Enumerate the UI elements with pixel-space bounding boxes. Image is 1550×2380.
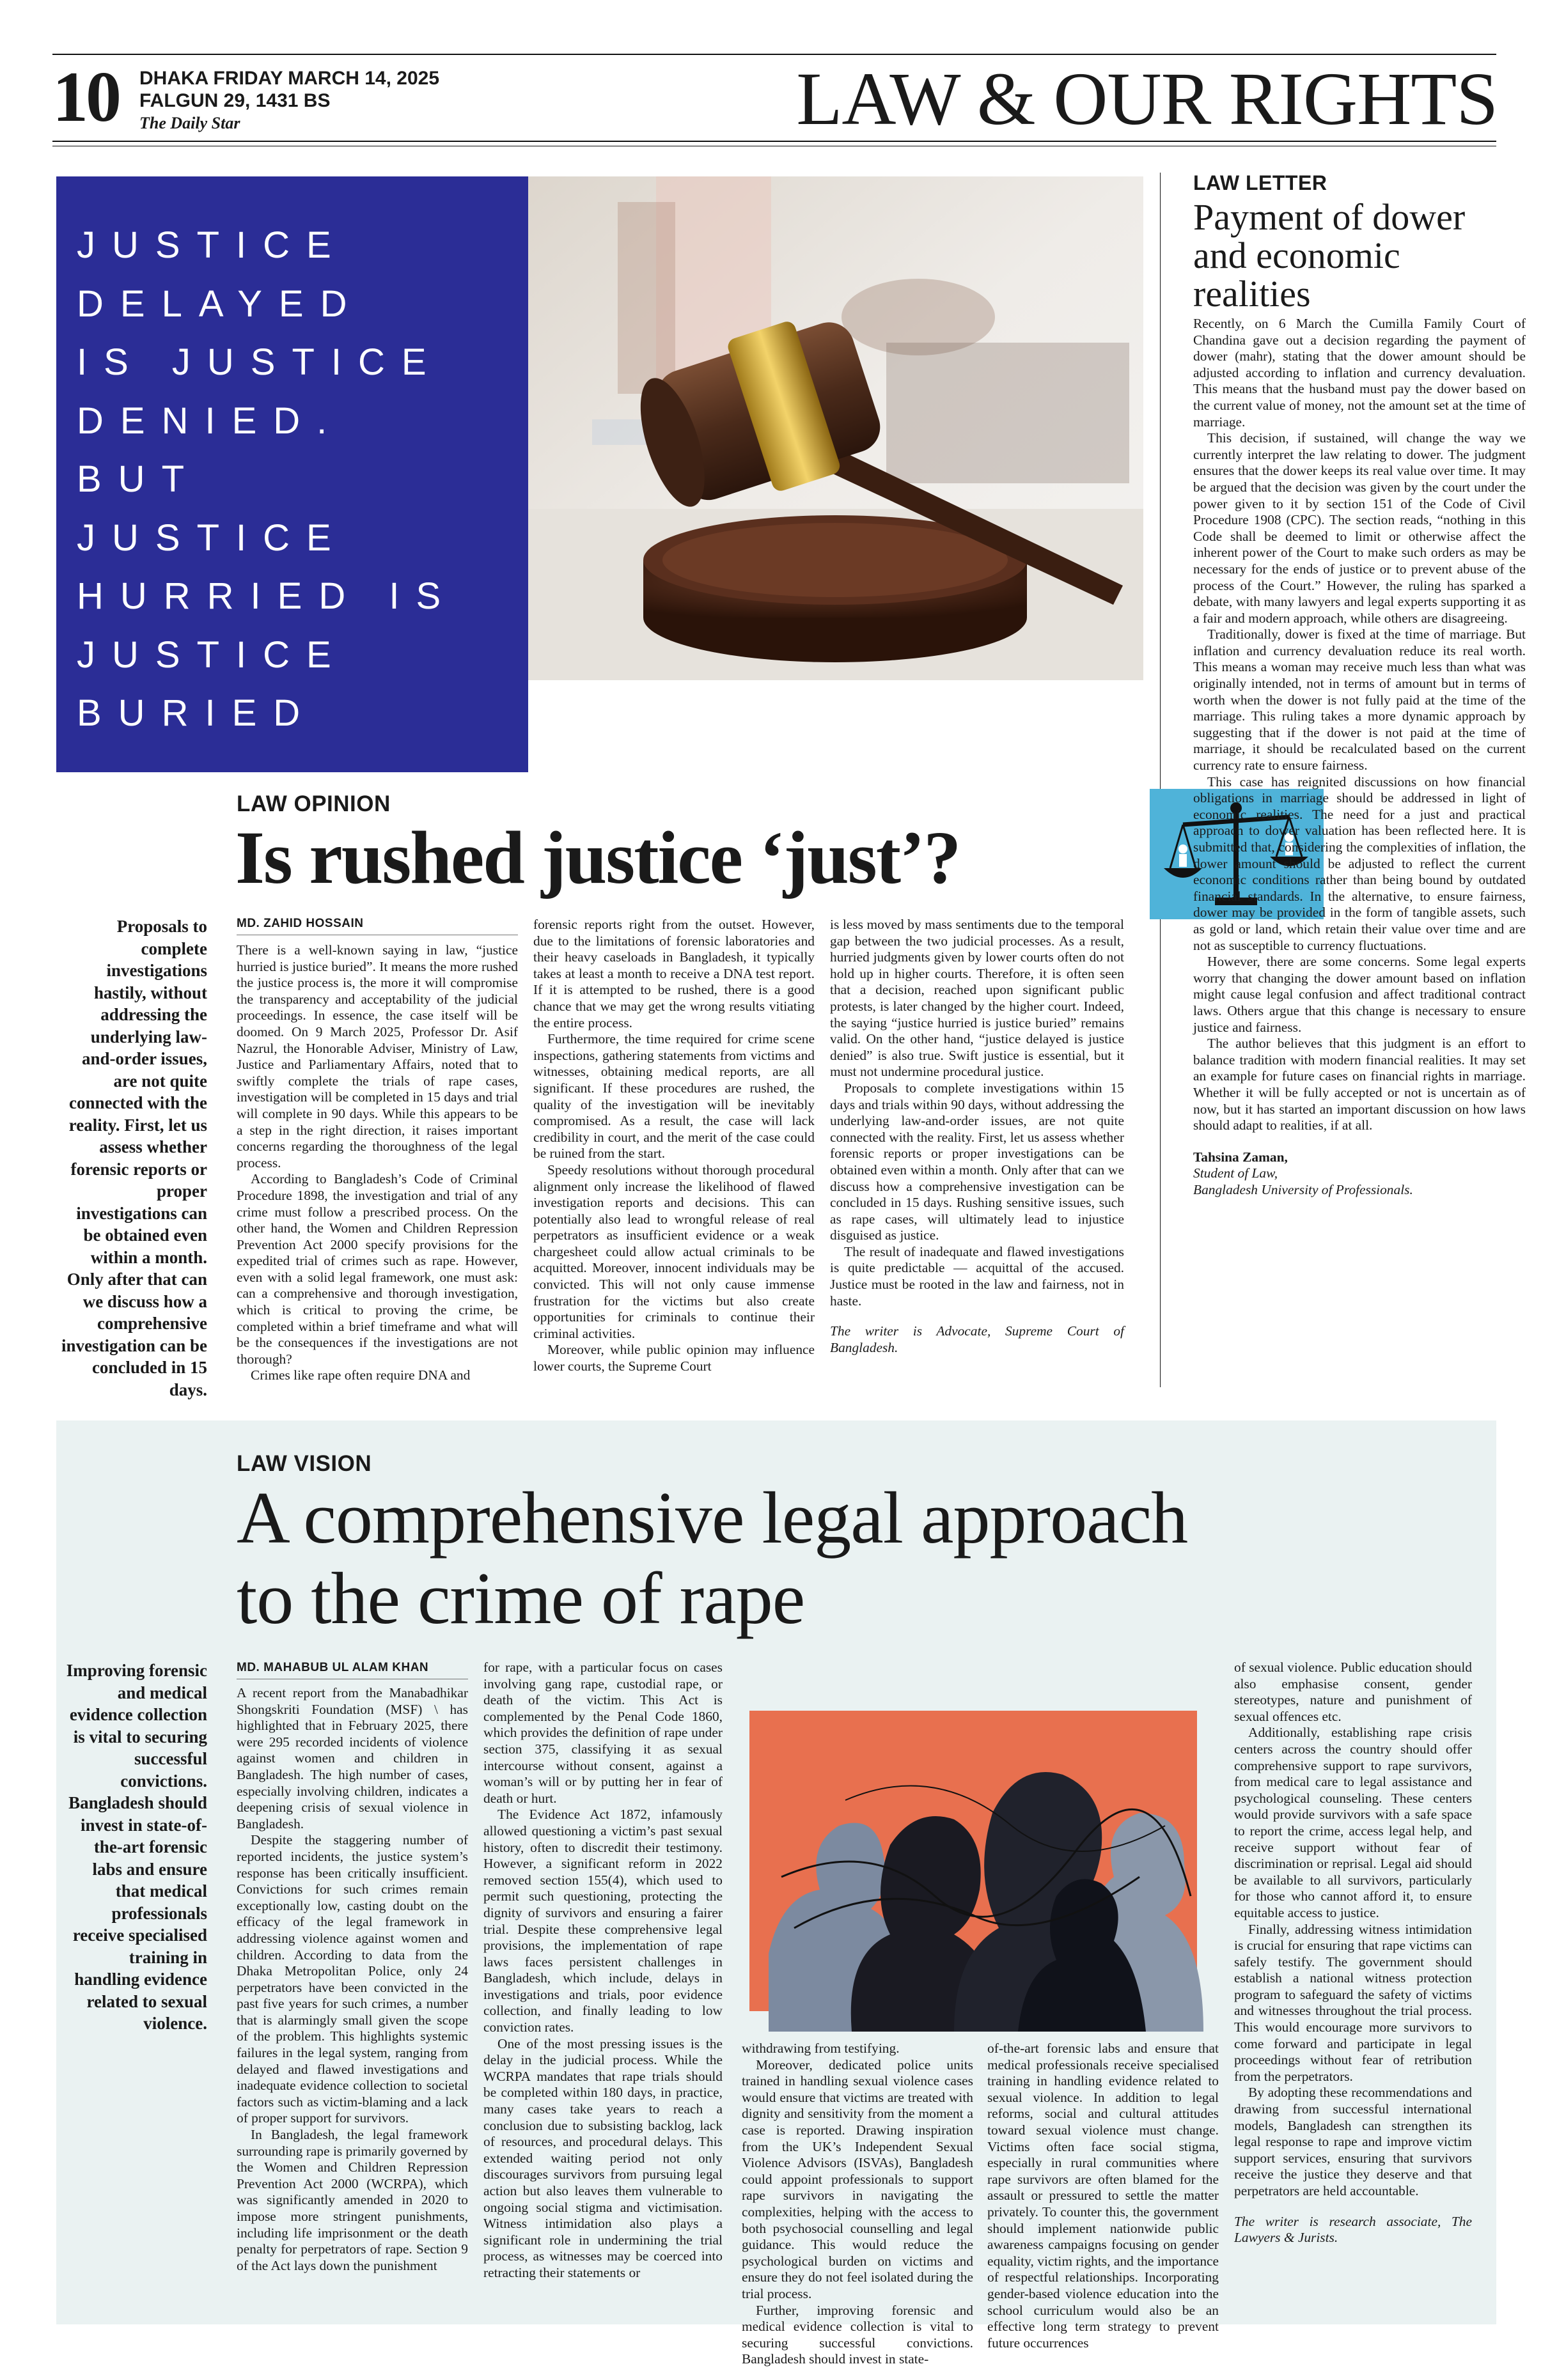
paragraph: This case has reignited discussions on how financial obligations in marriage should be addressed in light of economic realities. The need for a just and practical approach to dower valuation has been reflected here. It is submitted that, considering the complexities of inflation, the dower amount should be adjusted to reflect the current economic conditions rather than being bound by outdated financial standards. In the alternative, to ensure fairness, dower may be provided in the form of tangible assets, such as gold or land, which retain their value over time and are not as susceptible to currency fluctuations. xyxy=(1193,774,1526,953)
author-note: The writer is Advocate, Supreme Court of Bangladesh. xyxy=(830,1323,1124,1355)
paragraph: Further, improving forensic and medical evidence collection is vital to securing successful convictions. Bangladesh should invest in state- xyxy=(742,2302,973,2367)
paragraph: According to Bangladesh’s Code of Criminal Procedure 1898, the investigation and trial of any crime must follow a prescribed process. On the other hand, the Women and Children Repression Prevention Act 2000 specify provisions for the expedited trial of crimes such as rape. However, even with a solid legal framework, one must ask: can a comprehensive and thorough investigation, which is critical to proving the crime, be completed within a brief timeframe and what will be the consequences if the investigations are not thorough? xyxy=(237,1171,518,1367)
opinion-kicker: LAW OPINION xyxy=(237,791,391,816)
vision-kicker: LAW VISION xyxy=(237,1451,372,1476)
paragraph: Recently, on 6 March the Cumilla Family Court of Chandina gave out a decision regarding the payment of dower (mahr), stating that the dower amount should be adjusted according to inflation and currency devaluation. This means that the husband must pay the dower based on the current value of money, not the amount set at the time of marriage. xyxy=(1193,316,1526,430)
paragraph: forensic reports right from the outset. However, due to the limitations of forensic laboratories and their heavy caseloads in Bangladesh, it typically takes at least a month to receive a DNA test report. If it is attempted to be rushed, there is a good chance that we may get the wrong results vitiating the entire process. xyxy=(533,917,815,1031)
paragraph: By adopting these recommendations and drawing from successful international models, Bangladesh can strengthen its legal response to rape and improve victim support services, ensuring that survivors receive the justice they deserve and that perpetrators are held accountable. xyxy=(1234,2085,1472,2198)
paragraph: of sexual violence. Public education should also emphasise consent, gender stereotypes, nature and punishment of sexual offences etc. xyxy=(1234,1660,1472,1724)
vision-column-2 xyxy=(483,1660,723,2282)
paragraph: One of the most pressing issues is the delay in the judicial process. While the WCRPA mandates that rape trials should be completed within 180 days, in practice, many cases take years to reach a conclusion due to subsisting backlog, lack of resources, and procedural delays. This extended waiting period not only discourages survivors from pursuing legal action but also leaves them vulnerable to ongoing social stigma and victimisation. Witness intimidation also plays a significant role in undermining the trial process, as witnesses may be coerced into retracting their statements or xyxy=(483,2035,723,2280)
paragraph: Moreover, while public opinion may influence lower courts, the Supreme Court xyxy=(533,1342,815,1374)
date-gregorian: DHAKA FRIDAY MARCH 14, 2025 xyxy=(139,68,440,89)
paragraph: Moreover, dedicated police units trained in handling sexual violence cases would ensure that victims are treated with dignity and sensitivity from the moment a case is reported. Drawing inspiration from the UK’s Independent Sexual Violence Advisors (ISVAs), Bangladesh could appoint professionals to support rape survivors in navigating the complexities, helping with the access to both psychosocial counselling and legal guidance. This would reduce the psychological burden on victims and ensure they do not feel isolated during the trial process. xyxy=(742,2057,973,2301)
author-note: The writer is research associate, The Lawyers & Jurists. xyxy=(1234,2213,1472,2246)
paragraph: withdrawing from testifying. xyxy=(742,2041,900,2056)
date-bangla: FALGUN 29, 1431 BS xyxy=(139,89,331,111)
date-line xyxy=(139,68,439,112)
header-rule xyxy=(52,141,1496,142)
paragraph: Speedy resolutions without thorough procedural alignment only increase the likelihood of flawed investigation reports and decisions. This can potentially also lead to wrongful release of real perpetrators as insufficient evidence or a weak chargesheet could allow actual criminals to be acquitted. Moreover, innocent individuals may be convicted. This will not only cause immense frustration for the victims but also create opportunities for criminals to continue their criminal activities. xyxy=(533,1162,815,1341)
vision-column-1 xyxy=(237,1685,468,2274)
page-number: 10 xyxy=(52,58,119,137)
vision-headline xyxy=(237,1478,1187,1639)
letter-kicker: LAW LETTER xyxy=(1193,171,1327,194)
top-rule xyxy=(52,54,1496,55)
vision-column-4 xyxy=(987,2041,1219,2351)
paragraph: Crimes like rape often require DNA and xyxy=(251,1367,471,1383)
paragraph: for rape, with a particular focus on cases involving gang rape, custodial rape, or death of the victim. This Act is complemented by the Penal Code 1860, which provides the definition of rape under section 375, classifying it as sexual intercourse without consent, against a woman’s will or by putting her in fear of death or hurt. xyxy=(483,1660,723,1806)
vision-pull-quote: Improving forensic and medical evidence collection is vital to securing successful convictions. Bangladesh should invest in state-of-the-art forensic labs and ensure that medical professionals receive specialised training in handling evidence related to sexual violence. xyxy=(66,1661,207,2033)
masthead-logo: The Daily Star xyxy=(139,114,240,132)
silhouettes-illustration xyxy=(743,1685,1216,2032)
quote-text: JUSTICE DELAYED IS JUSTICE DENIED. BUT JUSTICE HURRIED IS JUSTICE BURIED xyxy=(77,224,458,734)
paragraph: This decision, if sustained, will change the way we currently interpret the law relating to dower. The judgment ensures that the dower keeps its real value over time. It may be argued that the decision was given by the court under the power given to it by section 151 of the Code of Civil Procedure 1908 (CPC). The section reads, “nothing in this Code shall be deemed to limit or otherwise affect the inherent power of the Court to make such orders as may be necessary for the ends of justice or to prevent abuse of the process of the Court.” However, the ruling has sparked a debate, with many lawyers and legal experts supporting it as a fair and modern approach, while others are disagreeing. xyxy=(1193,430,1526,626)
letter-signature-institution: Bangladesh University of Professionals. xyxy=(1193,1181,1413,1197)
paragraph: Furthermore, the time required for crime scene inspections, gathering statements from victims and witnesses, obtaining medical reports, are all significant. If these procedures are rushed, the quality of the investigation will be inevitably compromised. As a result, the case will lack credibility in court, and the merit of the case could be ruined from the start. xyxy=(533,1031,815,1162)
opinion-column-3 xyxy=(830,917,1124,1356)
vision-headline-line-2: to the crime of rape xyxy=(237,1558,805,1640)
paragraph: The result of inadequate and flawed investigations is quite predictable — acquittal of the accused. Justice must be rooted in the law and fairness, not in haste. xyxy=(830,1243,1124,1309)
paragraph: The Evidence Act 1872, infamously allowed questioning a victim’s past sexual history, often to discredit their testimony. However, a significant reform in 2022 removed section 155(4), which used to permit such questioning, protecting the dignity of survivors and ensuring a fairer trial. Despite these comprehensive legal provisions, the implementation of rape laws faces persistent challenges in Bangladesh, which include, delays in investigations and trials, poor evidence collection, and finally leading to low conviction rates. xyxy=(483,1807,723,2035)
section-title: LAW & OUR RIGHTS xyxy=(796,57,1498,141)
letter-body xyxy=(1193,316,1526,1198)
opinion-byline: MD. ZAHID HOSSAIN xyxy=(237,917,364,930)
paragraph: The author believes that this judgment is an effort to balance tradition with modern financial realities. It may set an example for future cases on financial rights in marriage. Whether it will be fully accepted or not is uncertain as of now, but it has started an important discussion on how laws should adapt to realities, if at all. xyxy=(1193,1036,1526,1133)
vision-column-3 xyxy=(742,2041,973,2368)
gavel-photo xyxy=(528,176,1143,680)
paragraph: A recent report from the Manabadhikar Shongskriti Foundation (MSF) \ has highlighted that in February 2025, there were 295 recorded incidents of violence against women and children in Bangladesh. The high number of cases, especially involving children, indicates a deepening crisis of sexual violence in Bangladesh. xyxy=(237,1685,468,1832)
paragraph: In Bangladesh, the legal framework surrounding rape is primarily governed by the Women and Children Repression Prevention Act 2000 (WCRPA), which was significantly amended in 2020 to impose more stringent punishments, including life imprisonment or the death penalty for perpetrators of rape. Section 9 of the Act lays down the punishment xyxy=(237,2127,468,2273)
paragraph: Traditionally, dower is fixed at the time of marriage. But inflation and currency devaluation reduce its real worth. This means a woman may receive much less than what was originally intended, not in terms of amount but in terms of worth when the dower is not fully paid at the time of the marriage. This ruling takes a more dynamic approach by suggesting that if the dower is not paid at the time of marriage, it should be recalculated based on the current currency rate to ensure fairness. xyxy=(1193,626,1526,774)
vision-headline-line-1: A comprehensive legal approach xyxy=(237,1477,1188,1559)
paragraph: Proposals to complete investigations within 15 days and trials within 90 days, without addressing the underlying law-and-order issues, are not quite connected with the reality. First, let us assess whether forensic reports or proper investigations can be obtained even within a month. Only after that can we discuss how a comprehensive investigation can be concluded in 15 days. Rushing sensitive issues, such as rape cases, will ultimately lead to injustice disguised as justice. xyxy=(830,1080,1124,1243)
paragraph: There is a well-known saying in law, “justice hurried is justice buried”. It means the more rushed the justice process is, the more it will compromise the transparency and acceptability of the judicial proceedings. In essence, the case itself will be doomed. On 9 March 2025, Professor Dr. Asif Nazrul, the Honorable Adviser, Ministry of Law, Justice and Parliamentary Affairs, noted that to swiftly complete the trials of rape cases, investigation will be completed in 15 days and trial will complete in 90 days. While this appears to be a step in the right direction, it raises important concerns regarding the thoroughness of the legal process. xyxy=(237,942,518,1171)
vision-byline: MD. MAHABUB UL ALAM KHAN xyxy=(237,1661,429,1674)
paragraph: Despite the staggering number of reported incidents, the justice system’s response has been critically insufficient. Convictions for such crimes remain exceptionally low, casting doubt on the efficacy of the legal framework in addressing violence against women and children. According to data from the Dhaka Metropolitan Police, only 24 perpetrators have been convicted in the past five years for such crimes, a number that is alarmingly small given the scope of the problem. This highlights systemic failures in the legal system, ranging from delayed and flawed investigations and inadequate evidence collection to societal factors such as victim-blaming and a lack of proper support for survivors. xyxy=(237,1832,468,2126)
letter-headline: Payment of dower and economic realities xyxy=(1193,196,1466,315)
paragraph: Additionally, establishing rape crisis centers across the country should offer comprehensive support to rape survivors, from medical care to legal assistance and psychological counseling. These centers would provide survivors with a safe space to report the crime, access legal help, and receive support without fear of discrimination or reprisal. Legal aid should be available to all survivors, particularly for those who cannot afford it, to ensure equitable access to justice. xyxy=(1234,1725,1472,1920)
opinion-column-1 xyxy=(237,942,518,1384)
opinion-headline: Is rushed justice ‘just’? xyxy=(235,816,960,899)
opinion-pull-quote: Proposals to complete investigations hastily, without addressing the underlying law-and-order issues, are not quite connected with the reality. First, let us assess whether forensic reports or proper investigations can be obtained even within a month. Only after that can we discuss how a comprehensive investigation can be concluded in 15 days. xyxy=(61,917,208,1399)
opinion-column-2 xyxy=(533,917,815,1375)
letter-signature-name: Tahsina Zaman, xyxy=(1193,1149,1288,1165)
letter-signature-role: Student of Law, xyxy=(1193,1165,1278,1181)
column-rule xyxy=(1160,173,1161,1387)
paragraph: of-the-art forensic labs and ensure that medical professionals receive specialised training in handling evidence related to sexual violence. In addition to legal reforms, social and cultural attitudes toward sexual violence must change. Victims often face social stigma, especially in rural communities where rape survivors are often blamed for the assault or pressured to settle the matter privately. To counter this, the government should implement nationwide public awareness campaigns focusing on gender equality, victim rights, and the importance of respectful relationships. Incorporating gender-based violence education into the school curriculum would also be an effective long term strategy to prevent future occurrences xyxy=(987,2041,1219,2351)
paragraph: is less moved by mass sentiments due to the temporal gap between the two judicial processes. As a result, hurried judgments given by lower courts often do not hold up in higher courts. Therefore, it is often seen that a decision, reached upon significant public protests, is later changed by the higher court. Indeed, the saying “justice hurried is justice buried” remains valid. On the other hand, “justice delayed is justice denied” is also true. Swift justice is essential, but it must not undermine procedural justice. xyxy=(830,917,1124,1080)
vision-column-5 xyxy=(1234,1660,1472,2246)
paragraph: Finally, addressing witness intimidation is crucial for ensuring that rape victims can safely testify. The government should establish a national witness protection program to safeguard the safety of victims and witnesses throughout the trial process. This would encourage more survivors to come forward and participate in legal proceedings without fear of retribution from the perpetrators. xyxy=(1234,1921,1472,2084)
paragraph: However, there are some concerns. Some legal experts worry that changing the dower amount based on inflation might cause legal confusion and affect traditional contract laws. Others argue that this change is necessary to ensure justice and fairness. xyxy=(1193,954,1526,1035)
